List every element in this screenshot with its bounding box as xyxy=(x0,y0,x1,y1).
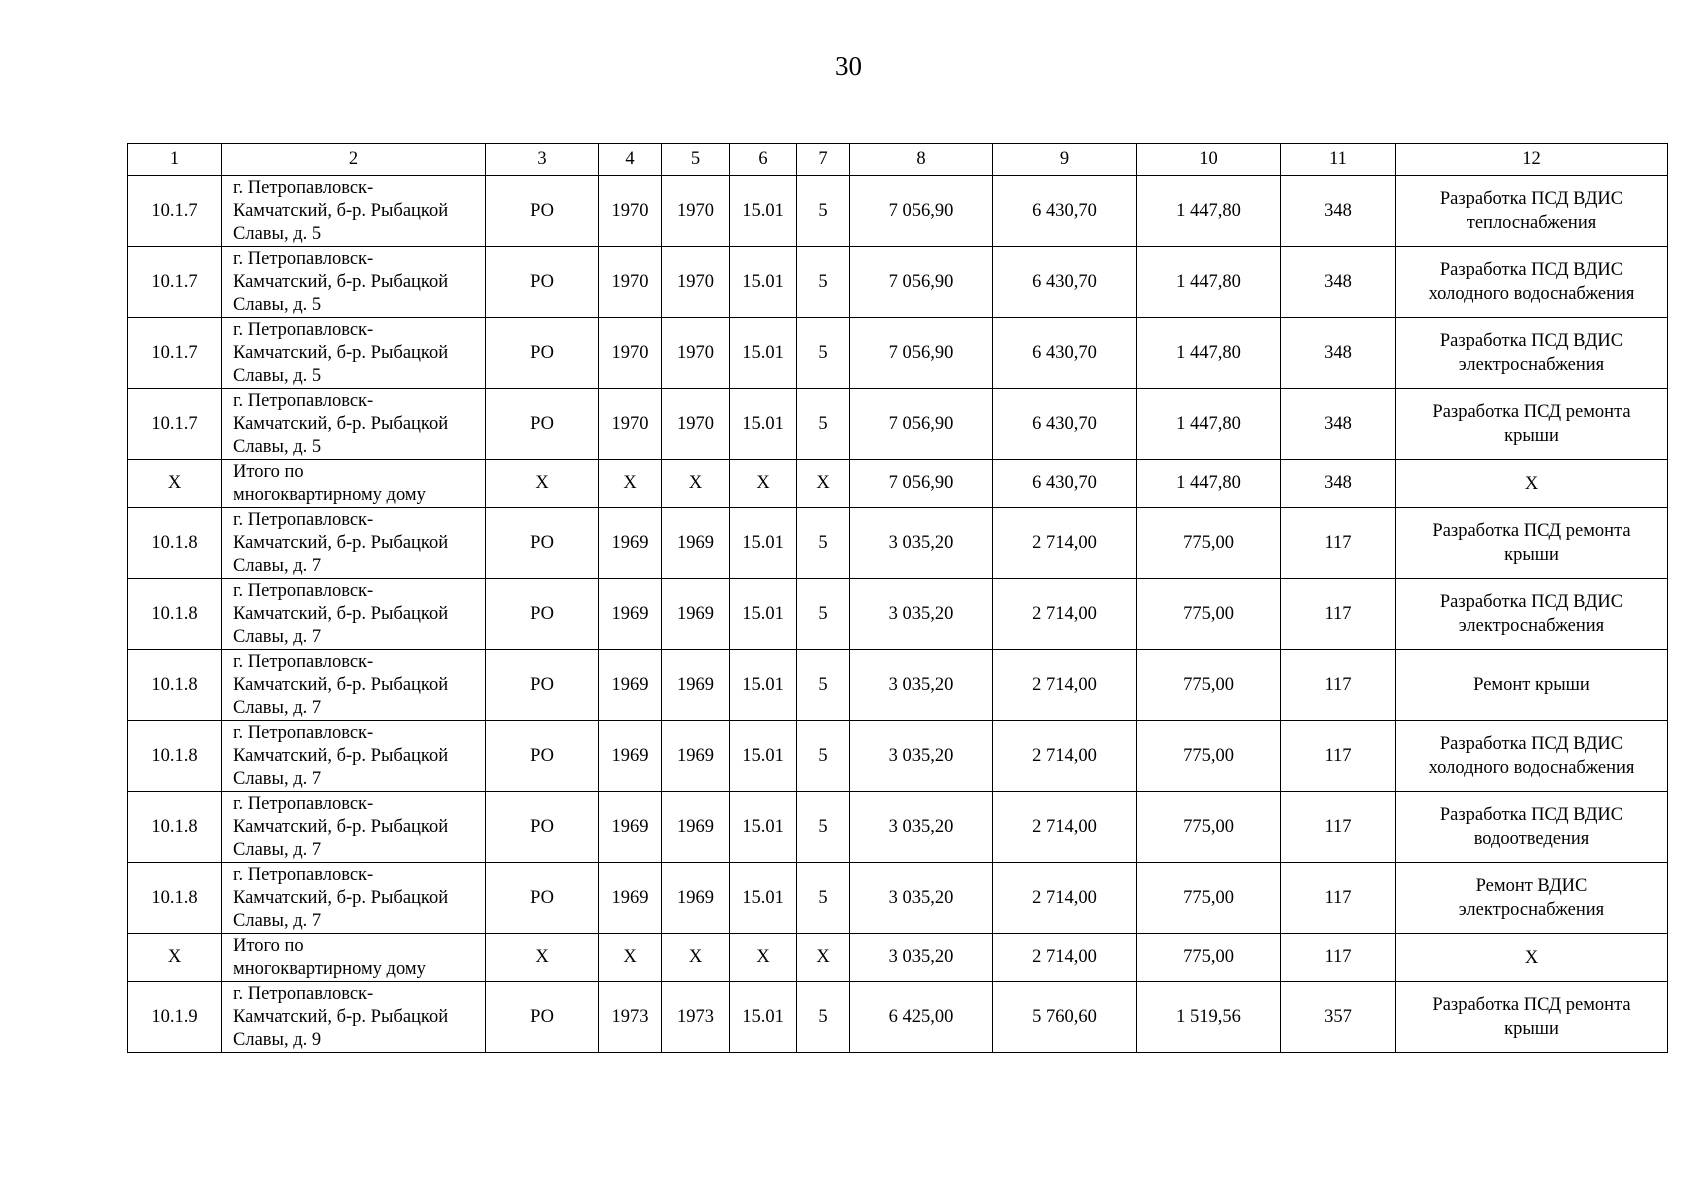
commission-year-cell: 1969 xyxy=(662,650,730,721)
work-type-cell-line: крыши xyxy=(1504,1019,1559,1039)
total-area-cell: 7 056,90 xyxy=(850,389,993,460)
work-type-cell-line: электроснабжения xyxy=(1458,900,1605,920)
build-year-cell: 1969 xyxy=(599,721,662,792)
row-number-cell: 10.1.8 xyxy=(128,721,222,792)
address-cell xyxy=(222,721,486,792)
table-row xyxy=(128,650,1668,721)
work-type-cell-line: водоотведения xyxy=(1473,829,1590,849)
header-row xyxy=(128,144,1668,176)
address-cell-line: Камчатский, б-р. Рыбацкой xyxy=(233,532,449,553)
address-cell xyxy=(222,579,486,650)
floor-count-cell: 5 xyxy=(797,982,850,1053)
resident-count-cell: 348 xyxy=(1281,389,1396,460)
work-type-cell xyxy=(1396,318,1668,389)
commission-year-cell: 1973 xyxy=(662,982,730,1053)
work-type-cell-line: Х xyxy=(1524,473,1539,494)
wall-material-code-cell: 15.01 xyxy=(730,579,797,650)
total-area-cell: 3 035,20 xyxy=(850,792,993,863)
column-header-6: 6 xyxy=(730,144,797,176)
work-type-cell xyxy=(1396,863,1668,934)
column-header-5: 5 xyxy=(662,144,730,176)
build-year-cell: 1970 xyxy=(599,176,662,247)
work-type-cell-line: Разработка ПСД ВДИС xyxy=(1439,592,1624,612)
total-area-cell: 7 056,90 xyxy=(850,318,993,389)
nonresidential-area-cell: 775,00 xyxy=(1137,721,1281,792)
address-cell xyxy=(222,318,486,389)
row-number-cell: 10.1.7 xyxy=(128,176,222,247)
address-cell-line: Камчатский, б-р. Рыбацкой xyxy=(233,200,449,221)
ownership-code-cell: РО xyxy=(486,650,599,721)
total-area-cell: 3 035,20 xyxy=(850,721,993,792)
resident-count-cell: 117 xyxy=(1281,650,1396,721)
table-row xyxy=(128,982,1668,1053)
work-type-cell-line: Разработка ПСД ремонта xyxy=(1432,521,1631,541)
nonresidential-area-cell: 775,00 xyxy=(1137,579,1281,650)
ownership-code-cell: РО xyxy=(486,247,599,318)
build-year-cell: 1969 xyxy=(599,650,662,721)
address-cell-line: Камчатский, б-р. Рыбацкой xyxy=(233,745,449,766)
wall-material-code-cell: 15.01 xyxy=(730,389,797,460)
commission-year-cell: Х xyxy=(662,460,730,508)
address-cell-line: Славы, д. 7 xyxy=(233,910,322,931)
ownership-code-cell: РО xyxy=(486,579,599,650)
resident-count-cell: 348 xyxy=(1281,318,1396,389)
work-type-cell-line: холодного водоснабжения xyxy=(1428,284,1635,304)
floor-count-cell: 5 xyxy=(797,176,850,247)
table-row xyxy=(128,389,1668,460)
total-area-cell: 7 056,90 xyxy=(850,247,993,318)
address-cell-line: Славы, д. 7 xyxy=(233,697,322,718)
work-type-cell xyxy=(1396,176,1668,247)
residential-area-cell: 6 430,70 xyxy=(993,389,1137,460)
column-header-4: 4 xyxy=(599,144,662,176)
address-cell-line: Славы, д. 5 xyxy=(233,436,322,457)
address-cell-line: г. Петропавловск- xyxy=(233,580,374,601)
ownership-code-cell: РО xyxy=(486,508,599,579)
table-row xyxy=(128,579,1668,650)
address-cell-line: Камчатский, б-р. Рыбацкой xyxy=(233,342,449,363)
column-header-9: 9 xyxy=(993,144,1137,176)
wall-material-code-cell: Х xyxy=(730,934,797,982)
commission-year-cell: 1970 xyxy=(662,176,730,247)
wall-material-code-cell: 15.01 xyxy=(730,792,797,863)
floor-count-cell: Х xyxy=(797,460,850,508)
commission-year-cell: 1969 xyxy=(662,721,730,792)
address-cell-line: Славы, д. 5 xyxy=(233,223,322,244)
floor-count-cell: 5 xyxy=(797,247,850,318)
resident-count-cell: 117 xyxy=(1281,863,1396,934)
table-row xyxy=(128,792,1668,863)
row-number-cell: 10.1.7 xyxy=(128,318,222,389)
column-header-3: 3 xyxy=(486,144,599,176)
residential-area-cell: 6 430,70 xyxy=(993,176,1137,247)
work-type-cell xyxy=(1396,792,1668,863)
address-cell-line: многоквартирному дому xyxy=(233,958,426,979)
resident-count-cell: 348 xyxy=(1281,460,1396,508)
build-year-cell: 1969 xyxy=(599,579,662,650)
floor-count-cell: Х xyxy=(797,934,850,982)
work-type-cell-line: Х xyxy=(1524,947,1539,968)
address-cell-line: г. Петропавловск- xyxy=(233,722,374,743)
total-area-cell: 7 056,90 xyxy=(850,460,993,508)
work-type-cell-line: электроснабжения xyxy=(1458,616,1605,636)
build-year-cell: 1969 xyxy=(599,508,662,579)
work-type-cell-line: крыши xyxy=(1504,426,1559,446)
address-cell-line: г. Петропавловск- xyxy=(233,509,374,530)
resident-count-cell: 357 xyxy=(1281,982,1396,1053)
nonresidential-area-cell: 775,00 xyxy=(1137,934,1281,982)
wall-material-code-cell: 15.01 xyxy=(730,982,797,1053)
address-cell-line: г. Петропавловск- xyxy=(233,248,374,269)
ownership-code-cell: Х xyxy=(486,934,599,982)
residential-area-cell: 2 714,00 xyxy=(993,650,1137,721)
residential-area-cell: 2 714,00 xyxy=(993,508,1137,579)
total-area-cell: 3 035,20 xyxy=(850,650,993,721)
address-cell-line: Камчатский, б-р. Рыбацкой xyxy=(233,887,449,908)
address-cell-line: Камчатский, б-р. Рыбацкой xyxy=(233,816,449,837)
address-cell xyxy=(222,389,486,460)
floor-count-cell: 5 xyxy=(797,508,850,579)
ownership-code-cell: РО xyxy=(486,176,599,247)
resident-count-cell: 117 xyxy=(1281,508,1396,579)
address-cell-line: г. Петропавловск- xyxy=(233,983,374,1004)
work-type-cell-line: Разработка ПСД ремонта xyxy=(1432,995,1631,1015)
nonresidential-area-cell: 1 447,80 xyxy=(1137,460,1281,508)
ownership-code-cell: РО xyxy=(486,982,599,1053)
column-header-10: 10 xyxy=(1137,144,1281,176)
row-number-cell: 10.1.8 xyxy=(128,508,222,579)
table-row xyxy=(128,318,1668,389)
table-total-row xyxy=(128,934,1668,982)
floor-count-cell: 5 xyxy=(797,389,850,460)
address-cell-line: Славы, д. 5 xyxy=(233,365,322,386)
floor-count-cell: 5 xyxy=(797,579,850,650)
nonresidential-area-cell: 775,00 xyxy=(1137,508,1281,579)
work-type-cell-line: Разработка ПСД ВДИС xyxy=(1439,805,1624,825)
floor-count-cell: 5 xyxy=(797,863,850,934)
build-year-cell: 1970 xyxy=(599,247,662,318)
wall-material-code-cell: Х xyxy=(730,460,797,508)
resident-count-cell: 117 xyxy=(1281,579,1396,650)
build-year-cell: Х xyxy=(599,934,662,982)
nonresidential-area-cell: 775,00 xyxy=(1137,863,1281,934)
table-body xyxy=(128,176,1668,1053)
floor-count-cell: 5 xyxy=(797,721,850,792)
address-cell-line: г. Петропавловск- xyxy=(233,793,374,814)
address-cell-line: г. Петропавловск- xyxy=(233,390,374,411)
floor-count-cell: 5 xyxy=(797,318,850,389)
commission-year-cell: 1969 xyxy=(662,863,730,934)
row-number-cell: 10.1.8 xyxy=(128,579,222,650)
work-type-cell-line: Разработка ПСД ВДИС xyxy=(1439,331,1624,351)
work-type-cell-line: Разработка ПСД ВДИС xyxy=(1439,260,1624,280)
residential-area-cell: 2 714,00 xyxy=(993,721,1137,792)
nonresidential-area-cell: 775,00 xyxy=(1137,792,1281,863)
residential-area-cell: 2 714,00 xyxy=(993,579,1137,650)
repair-program-table xyxy=(127,143,1668,1053)
work-type-cell-line: Разработка ПСД ремонта xyxy=(1432,402,1631,422)
total-area-cell: 3 035,20 xyxy=(850,863,993,934)
address-cell xyxy=(222,650,486,721)
wall-material-code-cell: 15.01 xyxy=(730,318,797,389)
wall-material-code-cell: 15.01 xyxy=(730,247,797,318)
work-type-cell xyxy=(1396,934,1668,982)
total-area-cell: 3 035,20 xyxy=(850,579,993,650)
address-cell-line: Славы, д. 7 xyxy=(233,839,322,860)
row-number-cell: Х xyxy=(128,934,222,982)
page-number: 30 xyxy=(835,51,862,81)
ownership-code-cell: РО xyxy=(486,389,599,460)
nonresidential-area-cell: 1 447,80 xyxy=(1137,176,1281,247)
build-year-cell: 1969 xyxy=(599,863,662,934)
total-area-cell: 7 056,90 xyxy=(850,176,993,247)
work-type-cell-line: крыши xyxy=(1504,545,1559,565)
table-row xyxy=(128,508,1668,579)
address-cell-line: Камчатский, б-р. Рыбацкой xyxy=(233,271,449,292)
build-year-cell: Х xyxy=(599,460,662,508)
ownership-code-cell: РО xyxy=(486,863,599,934)
work-type-cell xyxy=(1396,389,1668,460)
wall-material-code-cell: 15.01 xyxy=(730,176,797,247)
address-cell-line: г. Петропавловск- xyxy=(233,651,374,672)
commission-year-cell: 1969 xyxy=(662,579,730,650)
table-header xyxy=(128,144,1668,176)
address-cell xyxy=(222,863,486,934)
address-cell-line: Камчатский, б-р. Рыбацкой xyxy=(233,674,449,695)
nonresidential-area-cell: 1 447,80 xyxy=(1137,318,1281,389)
row-number-cell: 10.1.9 xyxy=(128,982,222,1053)
column-header-7: 7 xyxy=(797,144,850,176)
work-type-cell xyxy=(1396,508,1668,579)
nonresidential-area-cell: 1 519,56 xyxy=(1137,982,1281,1053)
address-cell-line: Славы, д. 7 xyxy=(233,626,322,647)
address-cell-line: г. Петропавловск- xyxy=(233,864,374,885)
resident-count-cell: 117 xyxy=(1281,934,1396,982)
residential-area-cell: 6 430,70 xyxy=(993,247,1137,318)
resident-count-cell: 348 xyxy=(1281,247,1396,318)
address-cell-line: Камчатский, б-р. Рыбацкой xyxy=(233,413,449,434)
address-cell xyxy=(222,792,486,863)
wall-material-code-cell: 15.01 xyxy=(730,863,797,934)
address-cell-line: Камчатский, б-р. Рыбацкой xyxy=(233,603,449,624)
floor-count-cell: 5 xyxy=(797,650,850,721)
address-cell-line: многоквартирному дому xyxy=(233,484,426,505)
column-header-12: 12 xyxy=(1396,144,1668,176)
address-cell-line: Камчатский, б-р. Рыбацкой xyxy=(233,1006,449,1027)
address-cell-line: Славы, д. 5 xyxy=(233,294,322,315)
address-cell-line: Итого по xyxy=(233,935,304,956)
column-header-8: 8 xyxy=(850,144,993,176)
nonresidential-area-cell: 775,00 xyxy=(1137,650,1281,721)
work-type-cell-line: Ремонт крыши xyxy=(1473,675,1590,695)
ownership-code-cell: РО xyxy=(486,721,599,792)
work-type-cell xyxy=(1396,982,1668,1053)
work-type-cell-line: холодного водоснабжения xyxy=(1428,758,1635,778)
address-cell xyxy=(222,176,486,247)
commission-year-cell: 1970 xyxy=(662,389,730,460)
total-area-cell: 3 035,20 xyxy=(850,934,993,982)
address-cell xyxy=(222,982,486,1053)
address-cell-line: Славы, д. 7 xyxy=(233,768,322,789)
table-total-row xyxy=(128,460,1668,508)
residential-area-cell: 6 430,70 xyxy=(993,318,1137,389)
commission-year-cell: 1969 xyxy=(662,508,730,579)
commission-year-cell: Х xyxy=(662,934,730,982)
nonresidential-area-cell: 1 447,80 xyxy=(1137,389,1281,460)
resident-count-cell: 117 xyxy=(1281,721,1396,792)
build-year-cell: 1973 xyxy=(599,982,662,1053)
ownership-code-cell: РО xyxy=(486,318,599,389)
work-type-cell-line: Разработка ПСД ВДИС xyxy=(1439,189,1624,209)
work-type-cell xyxy=(1396,247,1668,318)
row-number-cell: 10.1.8 xyxy=(128,863,222,934)
residential-area-cell: 5 760,60 xyxy=(993,982,1137,1053)
ownership-code-cell: Х xyxy=(486,460,599,508)
address-cell xyxy=(222,508,486,579)
work-type-cell-line: электроснабжения xyxy=(1458,355,1605,375)
commission-year-cell: 1970 xyxy=(662,247,730,318)
address-cell-line: г. Петропавловск- xyxy=(233,177,374,198)
column-header-2: 2 xyxy=(222,144,486,176)
residential-area-cell: 6 430,70 xyxy=(993,460,1137,508)
address-cell-line: Славы, д. 9 xyxy=(233,1029,322,1050)
column-header-11: 11 xyxy=(1281,144,1396,176)
ownership-code-cell: РО xyxy=(486,792,599,863)
residential-area-cell: 2 714,00 xyxy=(993,792,1137,863)
row-number-cell: Х xyxy=(128,460,222,508)
total-area-cell: 3 035,20 xyxy=(850,508,993,579)
work-type-cell xyxy=(1396,579,1668,650)
wall-material-code-cell: 15.01 xyxy=(730,650,797,721)
build-year-cell: 1969 xyxy=(599,792,662,863)
commission-year-cell: 1970 xyxy=(662,318,730,389)
build-year-cell: 1970 xyxy=(599,318,662,389)
nonresidential-area-cell: 1 447,80 xyxy=(1137,247,1281,318)
address-cell-line: Итого по xyxy=(233,461,304,482)
commission-year-cell: 1969 xyxy=(662,792,730,863)
work-type-cell-line: Ремонт ВДИС xyxy=(1475,876,1588,896)
row-number-cell: 10.1.8 xyxy=(128,792,222,863)
row-number-cell: 10.1.8 xyxy=(128,650,222,721)
resident-count-cell: 348 xyxy=(1281,176,1396,247)
build-year-cell: 1970 xyxy=(599,389,662,460)
resident-count-cell: 117 xyxy=(1281,792,1396,863)
work-type-cell-line: Разработка ПСД ВДИС xyxy=(1439,734,1624,754)
table-row xyxy=(128,176,1668,247)
address-cell-line: Славы, д. 7 xyxy=(233,555,322,576)
residential-area-cell: 2 714,00 xyxy=(993,863,1137,934)
table-row xyxy=(128,247,1668,318)
column-header-1: 1 xyxy=(128,144,222,176)
work-type-cell xyxy=(1396,460,1668,508)
address-cell xyxy=(222,934,486,982)
row-number-cell: 10.1.7 xyxy=(128,389,222,460)
floor-count-cell: 5 xyxy=(797,792,850,863)
row-number-cell: 10.1.7 xyxy=(128,247,222,318)
table-row xyxy=(128,863,1668,934)
address-cell xyxy=(222,247,486,318)
address-cell xyxy=(222,460,486,508)
work-type-cell xyxy=(1396,721,1668,792)
work-type-cell xyxy=(1396,650,1668,721)
table-row xyxy=(128,721,1668,792)
wall-material-code-cell: 15.01 xyxy=(730,508,797,579)
wall-material-code-cell: 15.01 xyxy=(730,721,797,792)
address-cell-line: г. Петропавловск- xyxy=(233,319,374,340)
work-type-cell-line: теплоснабжения xyxy=(1466,213,1597,233)
total-area-cell: 6 425,00 xyxy=(850,982,993,1053)
residential-area-cell: 2 714,00 xyxy=(993,934,1137,982)
